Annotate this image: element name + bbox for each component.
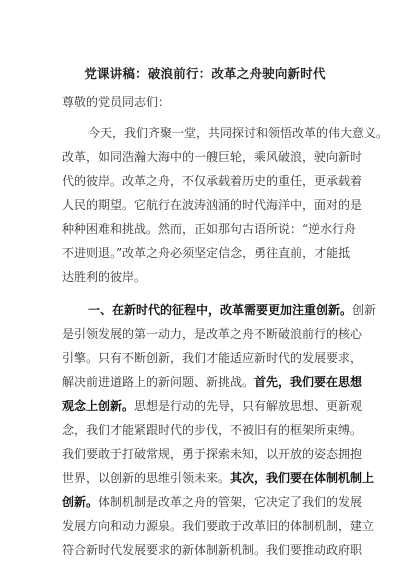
text-run: 思想是行动的先导，只有解放思想、更新观: [134, 399, 363, 413]
paragraph-line: 我们要敢于打破常规，勇于探索未知，以开放的姿态拥抱: [62, 447, 363, 461]
text-run: 世界，以创新的思维引领未来。: [62, 471, 231, 485]
text-run: 创新: [352, 303, 377, 317]
bold-run: 其次，我们要在体制机制上: [230, 471, 375, 485]
paragraph-line: 种种困难和挑战。然而，正如那句古语所说：“逆水行舟: [62, 222, 357, 236]
salutation: 尊敬的党员同志们：: [62, 95, 171, 109]
paragraph-line: 今天，我们齐聚一堂，共同探讨和领悟改革的伟大意义。: [88, 126, 389, 140]
paragraph-line: [62, 470, 374, 486]
paragraph-line: 改革，如同浩瀚大海中的一艘巨轮，乘风破浪，驶向新时: [62, 150, 363, 164]
paragraph-line: 达胜利的彼岸。: [62, 270, 147, 284]
text-run: 体制机制是改革之舟的管架，它决定了我们的发展: [98, 495, 363, 509]
paragraph-line: 符合新时代发展要求的新体制新机制。我们要推动政府职: [62, 543, 363, 557]
paragraph-line: [62, 374, 362, 390]
paragraph-line: [88, 302, 376, 318]
text-run: 解决前进道路上的新问题、新挑战。: [62, 375, 255, 389]
paragraph-line: 不进则退。”改革之舟必须坚定信念，勇往直前，才能抵: [62, 246, 351, 260]
bold-run: 创新。: [62, 495, 99, 509]
paragraph-line: 人民的期望。它航行在波涛汹涌的时代海洋中，面对的是: [62, 198, 363, 212]
paragraph-line: 发展方向和动力源泉。我们要敢于改革旧的体制机制，建立: [62, 519, 375, 533]
bold-run: 观念上创新。: [62, 399, 135, 413]
section-heading: 一、在新时代的征程中，改革需要更加注重创新。: [88, 303, 353, 317]
paragraph-line: [62, 494, 362, 510]
paragraph-line: 是引领发展的第一动力，是改革之舟不断破浪前行的核心: [62, 327, 363, 341]
bold-run: 首先，我们要在思想: [254, 375, 363, 389]
paragraph-line: 代的彼岸。改革之舟，不仅承载着历史的重任，更承载着: [62, 174, 363, 188]
paragraph-line: 引擎。只有不断创新，我们才能适应新时代的发展要求，: [62, 351, 363, 365]
document-title: 党课讲稿：破浪前行：改革之舟驶向新时代: [84, 66, 326, 81]
paragraph-line: [62, 398, 362, 414]
paragraph-line: 念，我们才能紧跟时代的步伐，不被旧有的框架所束缚。: [62, 423, 363, 437]
